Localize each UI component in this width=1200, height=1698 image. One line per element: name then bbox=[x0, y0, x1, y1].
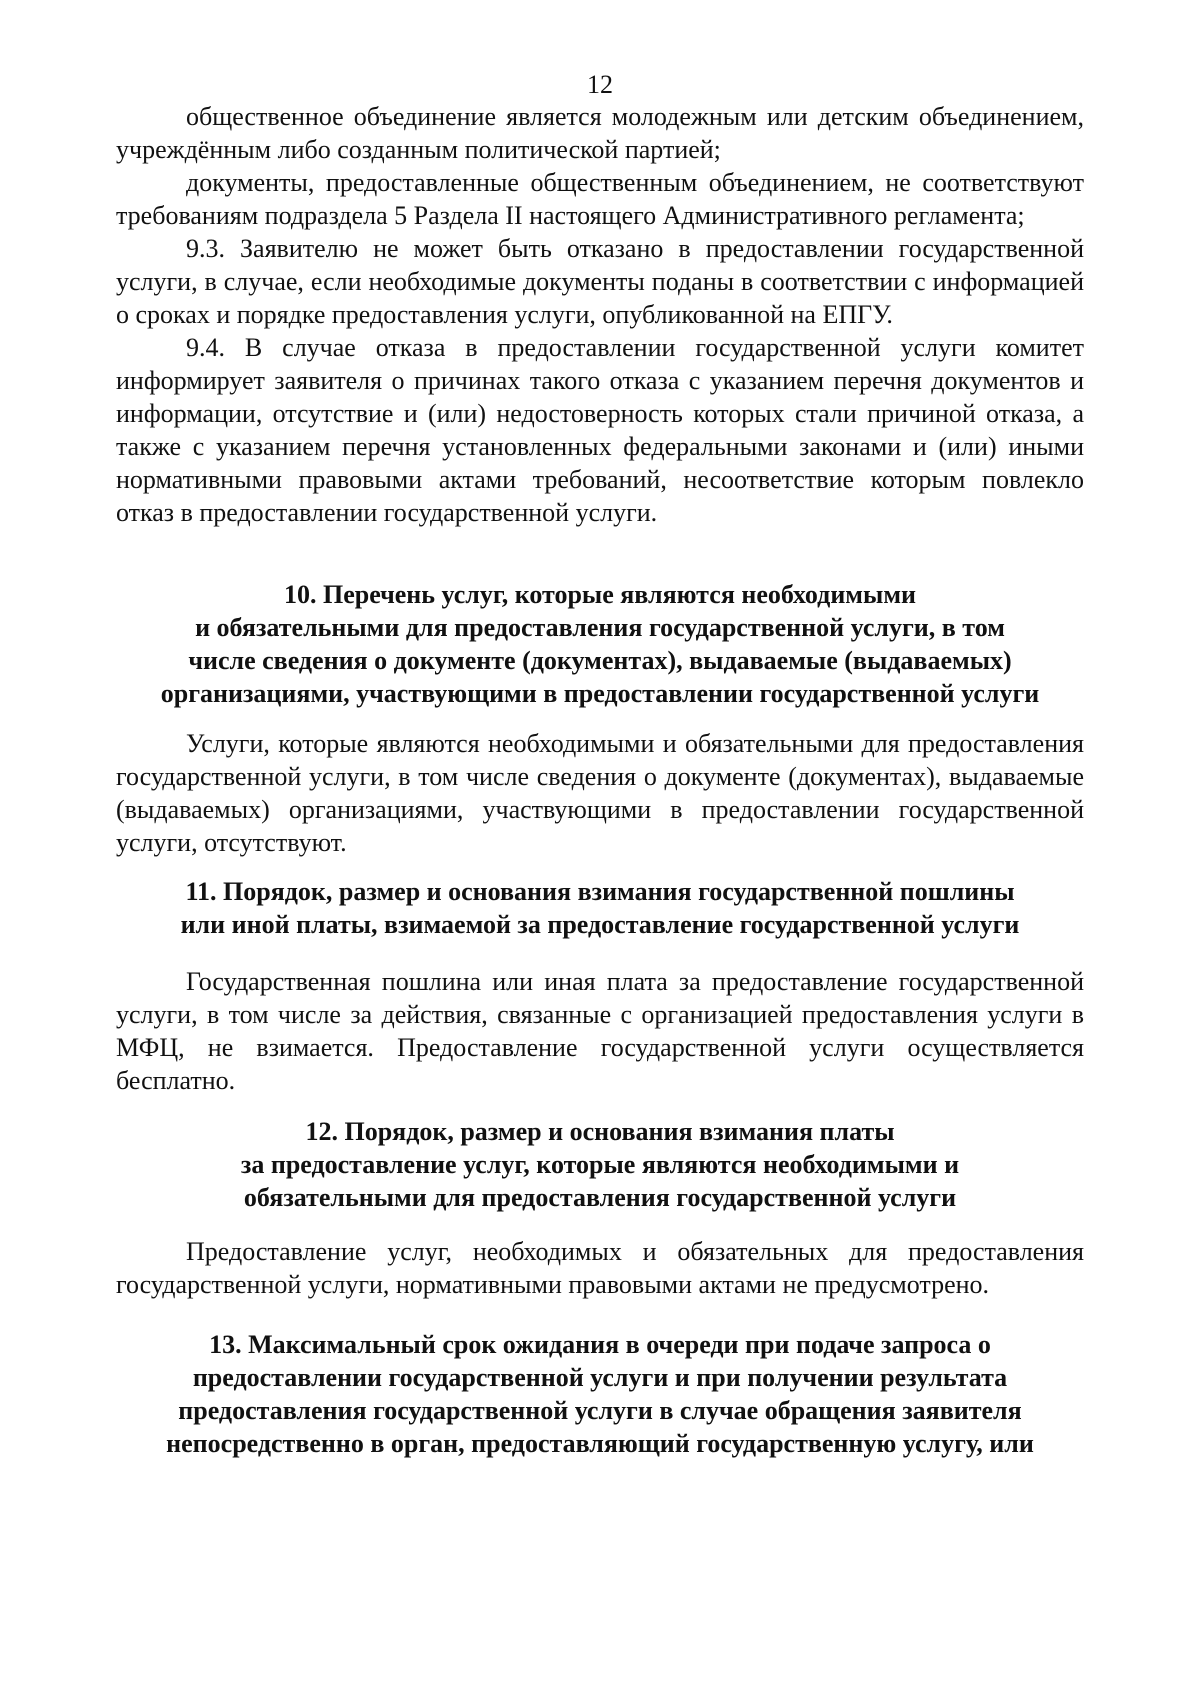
intro-text-block bbox=[116, 100, 1084, 529]
heading-line: 10. Перечень услуг, которые являются необходимыми bbox=[283, 580, 917, 609]
page-number: 12 bbox=[587, 70, 613, 99]
section-13-heading bbox=[116, 1328, 1084, 1460]
paragraph: Предоставление услуг, необходимых и обязательных для предоставления государственной услуги, нормативными правовыми актами не предусмотрено. bbox=[116, 1237, 1084, 1299]
paragraph: 9.3. Заявителю не может быть отказано в предоставлении государственной услуги, в случае, если необходимые документы поданы в соответствии с информацией о сроках и порядке предоставления услуги, опубликованной на ЕПГУ. bbox=[116, 234, 1084, 329]
heading-line: непосредственно в орган, предоставляющий государственную услугу, или bbox=[166, 1429, 1034, 1458]
paragraph: 9.4. В случае отказа в предоставлении государственной услуги комитет информирует заявителя о причинах такого отказа с указанием перечня документов и информации, отсутствие и (или) недостоверность которых стали причиной отказа, а также с указанием перечня установленных федеральными законами и (или) иными нормативными правовыми актами требований, несоответствие которым повлекло отказ в предоставлении государственной услуги. bbox=[116, 333, 1084, 527]
paragraph: общественное объединение является молодежным или детским объединением, учреждённым либо созданным политической партией; bbox=[116, 102, 1084, 164]
paragraph: Государственная пошлина или иная плата за предоставление государственной услуги, в том числе за действия, связанные с организацией предоставления услуги в МФЦ, не взимается. Предоставление государственной услуги осуществляется бесплатно. bbox=[116, 967, 1084, 1095]
heading-line: обязательными для предоставления государственной услуги bbox=[243, 1183, 957, 1212]
heading-line: 13. Максимальный срок ожидания в очереди при подаче запроса о bbox=[209, 1330, 991, 1359]
section-11-text bbox=[116, 965, 1084, 1097]
heading-line: предоставления государственной услуги в случае обращения заявителя bbox=[178, 1396, 1022, 1425]
section-12-heading bbox=[116, 1115, 1084, 1214]
section-10-text bbox=[116, 727, 1084, 859]
heading-line: или иной платы, взимаемой за предоставление государственной услуги bbox=[180, 910, 1020, 939]
section-11-heading bbox=[116, 875, 1084, 941]
heading-line: за предоставление услуг, которые являются необходимыми и bbox=[240, 1150, 960, 1179]
heading-line: числе сведения о документе (документах), выдаваемые (выдаваемых) bbox=[188, 646, 1012, 675]
heading-line: предоставлении государственной услуги и при получении результата bbox=[192, 1363, 1008, 1392]
heading-line: и обязательными для предоставления государственной услуги, в том bbox=[195, 613, 1005, 642]
paragraph: документы, предоставленные общественным объединением, не соответствуют требованиям подраздела 5 Раздела II настоящего Административного регламента; bbox=[116, 168, 1084, 230]
heading-line: 11. Порядок, размер и основания взимания государственной пошлины bbox=[185, 877, 1015, 906]
section-10-heading bbox=[116, 578, 1084, 710]
heading-line: 12. Порядок, размер и основания взимания платы bbox=[305, 1117, 895, 1146]
paragraph: Услуги, которые являются необходимыми и обязательными для предоставления государственной услуги, в том числе сведения о документе (документах), выдаваемые (выдаваемых) организациями, участвующими в предоставлении государственной услуги, отсутствуют. bbox=[116, 729, 1084, 857]
section-12-text bbox=[116, 1235, 1084, 1301]
heading-line: организациями, участвующими в предоставлении государственной услуги bbox=[160, 679, 1040, 708]
